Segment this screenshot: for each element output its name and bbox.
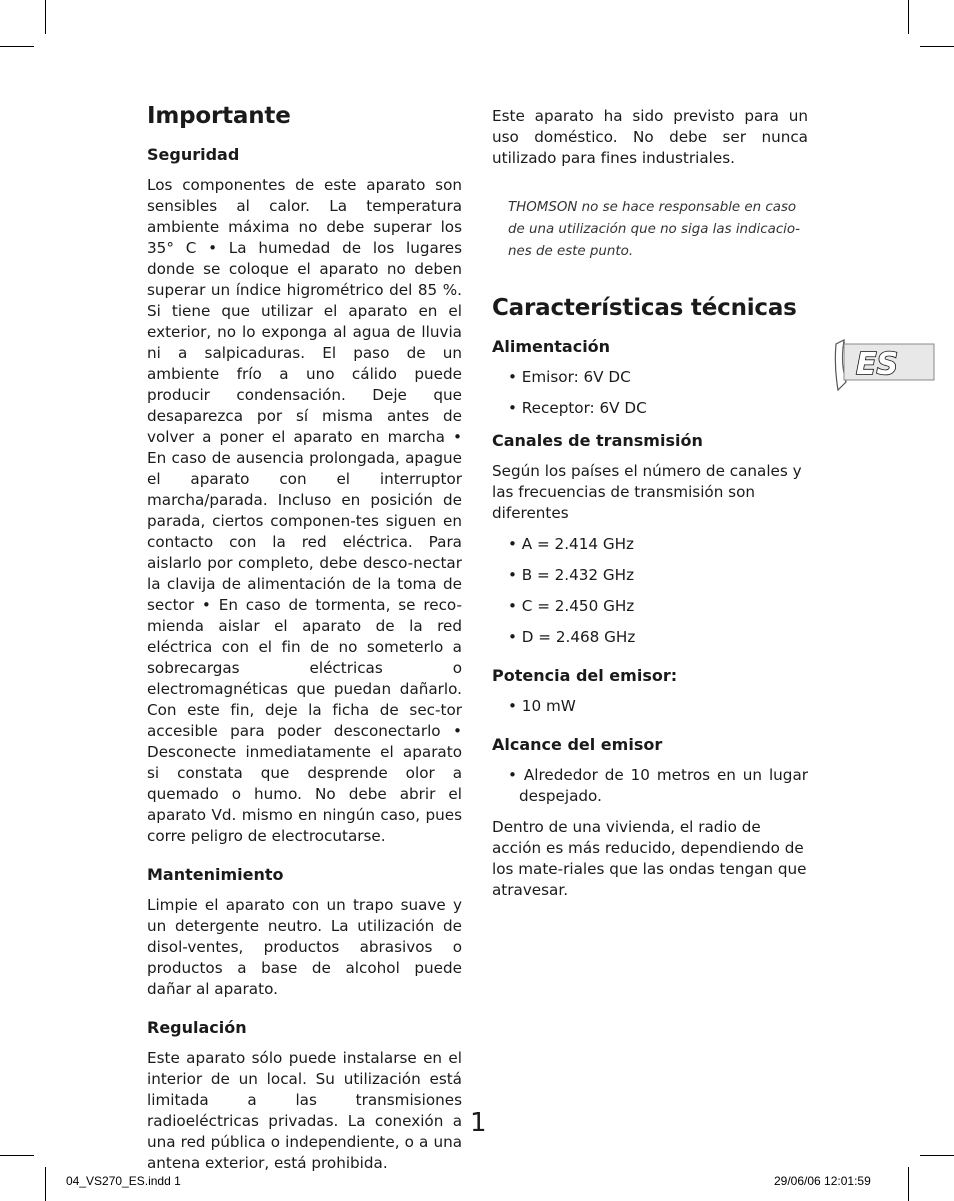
crop-mark [920, 1155, 954, 1156]
page-number: 1 [470, 1108, 487, 1138]
crop-mark [0, 1155, 34, 1156]
heading-potencia: Potencia del emisor: [492, 666, 678, 685]
list-item: • Alrededor de 10 metros en un lugar despejado. [508, 766, 808, 805]
text-mantenimiento: Limpie el aparato con un trapo suave y un detergente neutro. La utilización de disol-ventes, productos abrasivos o productos a base de alcohol puede dañar al aparato. [147, 896, 462, 998]
heading-alcance: Alcance del emisor [492, 735, 663, 754]
language-tab [832, 338, 936, 392]
list-item: • B = 2.432 GHz [508, 566, 635, 584]
left-column [147, 101, 462, 1174]
list-item: • D = 2.468 GHz [508, 628, 636, 646]
responsibility-note: THOMSON no se hace responsable en caso de una utilización que no siga las indicacio-nes de este punto. [508, 200, 800, 259]
language-tab-graphic [832, 338, 936, 392]
crop-mark [45, 0, 46, 34]
section-title-caracteristicas: Características técnicas [492, 295, 797, 321]
crop-mark [0, 46, 34, 47]
section-title-importante: Importante [147, 103, 291, 129]
list-item: • Receptor: 6V DC [508, 399, 647, 417]
list-canales [492, 534, 808, 648]
heading-alimentacion: Alimentación [492, 337, 611, 356]
text-seguridad: Los componentes de este aparato son sensibles al calor. La temperatura ambiente máxima no debe superar los 35° C • La humedad de los lugares donde se coloque el aparato no deben superar un índice higrométrico del 85 %. Si tiene que utilizar el aparato en el exterior, no lo exponga al agua de lluvia ni a salpicaduras. El paso de un ambiente frío a uno cálido puede producir condensación. Deje que desaparezca por sí misma antes de volver a poner el aparato en marcha • En caso de ausencia prolongada, apague el aparato con el interruptor marcha/parada. Incluso en posición de parada, ciertos componen-tes siguen en contacto con la red eléctrica. Para aislarlo por completo, debe desco-nectar la clavija de alimentación de la toma de sector • En caso de tormenta, se reco-mienda aislar el aparato de la red eléctrica con el fin de no someterlo a sobrecargas eléctricas o electromagnéticas que puedan dañarlo. Con este fin, deje la ficha de sec-tor accesible para poder desconectarlo • Desconecte inmediatamente el aparato si constata que desprende olor a quemado o humo. No debe abrir el aparato Vd. mismo en ningún caso, pues corre peligro de electrocutarse. [147, 176, 462, 845]
heading-regulacion: Regulación [147, 1018, 247, 1037]
crop-mark [908, 0, 909, 34]
list-item: • C = 2.450 GHz [508, 597, 635, 615]
text-regulacion: Este aparato sólo puede instalarse en el interior de un local. Su utilización está limitada a las transmisiones radioeléctricas privadas. La conexión a una red pública o independiente, o a una antena exterior, está prohibida. [147, 1049, 462, 1172]
footer-file: 04_VS270_ES.indd 1 [66, 1174, 181, 1188]
list-item: • 10 mW [508, 697, 576, 715]
crop-mark [908, 1167, 909, 1201]
list-alimentacion [492, 367, 808, 419]
crop-mark [920, 46, 954, 47]
crop-mark [45, 1167, 46, 1201]
heading-mantenimiento: Mantenimiento [147, 865, 284, 884]
language-tab-label: ES [856, 347, 899, 382]
list-item: • Emisor: 6V DC [508, 368, 631, 386]
text-intro: Este aparato ha sido previsto para un uso doméstico. No debe ser nunca utilizado para fines industriales. [492, 107, 808, 167]
list-item: • A = 2.414 GHz [508, 535, 635, 553]
text-canales: Según los países el número de canales y las frecuencias de transmisión son diferentes [492, 462, 802, 522]
list-potencia [492, 696, 808, 717]
footer-datetime: 29/06/06 12:01:59 [774, 1174, 871, 1188]
right-column [492, 106, 808, 901]
heading-seguridad: Seguridad [147, 145, 240, 164]
list-alcance [492, 765, 808, 807]
text-alcance: Dentro de una vivienda, el radio de acción es más reducido, dependiendo de los mate-riales que las ondas tengan que atravesar. [492, 818, 807, 899]
heading-canales: Canales de transmisión [492, 431, 703, 450]
